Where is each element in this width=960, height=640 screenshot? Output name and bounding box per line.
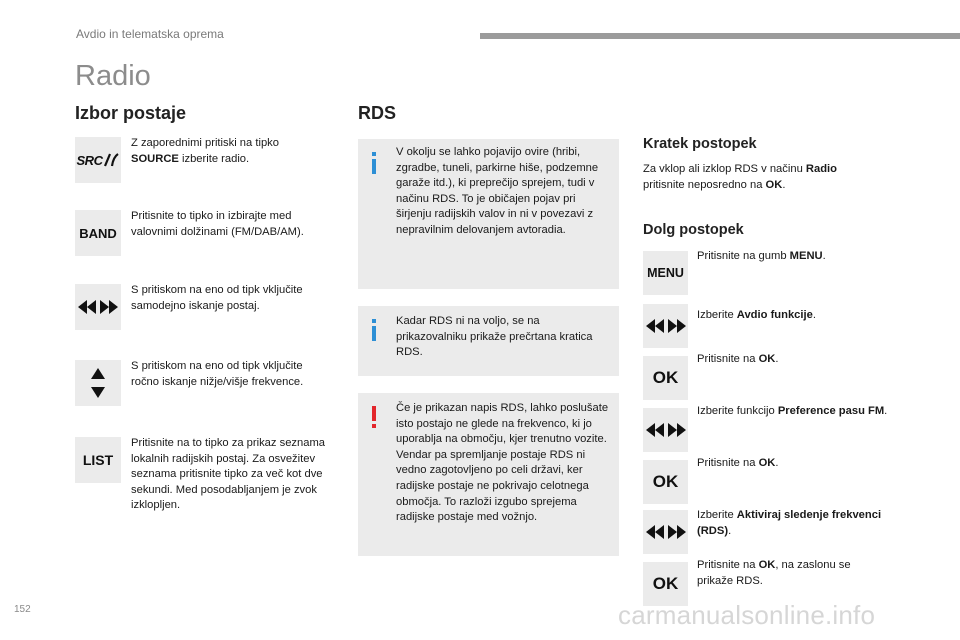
header-bar [480, 33, 960, 39]
band-key-icon: BAND [75, 210, 121, 256]
info-box-2 [358, 306, 619, 376]
info-box-1-text: V okolju se lahko pojavijo ovire (hribi, zgradbe, tuneli, parkirne hiše, podzemne garaže itd.), ki preprečijo sprejem, tudi v načinu RDS. To je običajen pojav pri širjenju radijskih valov in ni v povezavi z nepravilnim delovanjem avtoradia. [396, 146, 599, 236]
info-icon [372, 319, 376, 341]
left-item-4-text: S pritiskom na eno od tipk vključite ročno iskanje nižje/višje frekvence. [131, 360, 304, 388]
left-item-1-text: Z zaporednimi pritiski na tipko SOURCE izberite radio. [131, 137, 279, 165]
info-icon [372, 152, 376, 174]
page-title: Radio [75, 60, 151, 92]
ok-key-icon: OK [643, 562, 688, 606]
step-1-text: Pritisnite na gumb MENU. [697, 250, 826, 262]
list-key-icon: LIST [75, 437, 121, 483]
seek-arrows-icon [643, 510, 688, 554]
seek-arrows-icon [643, 408, 688, 452]
up-down-arrows-icon [75, 360, 121, 406]
page-number: 152 [14, 604, 31, 615]
menu-key-icon: MENU [643, 251, 688, 295]
ok-key-icon: OK [643, 460, 688, 504]
left-item-2-text: Pritisnite to tipko in izbirajte med valovnimi dolžinami (FM/DAB/AM). [131, 210, 304, 238]
watermark: carmanualsonline.info [618, 600, 876, 630]
header-section-title: Avdio in telematska oprema [76, 27, 224, 41]
seek-arrows-icon [75, 284, 121, 330]
heading-izbor-postaje: Izbor postaje [75, 103, 187, 123]
step-2-text: Izberite Avdio funkcije. [697, 309, 816, 321]
warning-box-text: Če je prikazan napis RDS, lahko poslušate isto postajo ne glede na frekvenco, ki jo uporablja na območju, kjer trenutno vozite. Vendar pa spremljanje postaje RDS ni vedno zagotovljeno po celi državi, ker radijske postaje ne pokrivajo celotnega območja. To razloži izgubo sprejema radijske postaje med vožnjo. [396, 402, 609, 524]
warning-icon [372, 406, 376, 428]
step-5-text: Pritisnite na OK. [697, 457, 779, 469]
step-7-text: Pritisnite na OK, na zaslonu se prikaže RDS. [697, 559, 851, 587]
step-3-text: Pritisnite na OK. [697, 353, 779, 365]
warning-box [358, 393, 619, 556]
src-key-icon: SRC [75, 137, 121, 183]
step-4-text: Izberite funkcijo Preference pasu FM. [697, 405, 888, 417]
ok-key-icon: OK [643, 356, 688, 400]
info-box-2-text: Kadar RDS ni na voljo, se na prikazovalniku prikaže prečrtana kratica RDS. [396, 315, 593, 359]
heading-dolg-postopek: Dolg postopek [643, 222, 744, 238]
left-item-5-text: Pritisnite na to tipko za prikaz seznama lokalnih radijskih postaj. Za osvežitev seznama pritisnite tipko za več kot dve sekundi. Med posodabljanjem je zvok izklopljen. [131, 437, 326, 512]
info-box-1 [358, 139, 619, 289]
heading-kratek-postopek: Kratek postopek [643, 136, 757, 152]
left-item-3-text: S pritiskom na eno od tipk vključite samodejno iskanje postaj. [131, 284, 303, 312]
seek-arrows-icon [643, 304, 688, 348]
short-procedure-text: Za vklop ali izklop RDS v načinu Radio pritisnite neposredno na OK. [643, 163, 837, 191]
heading-rds: RDS [358, 103, 397, 123]
step-6-text: Izberite Aktiviraj sledenje frekvenci (RDS). [697, 509, 882, 537]
